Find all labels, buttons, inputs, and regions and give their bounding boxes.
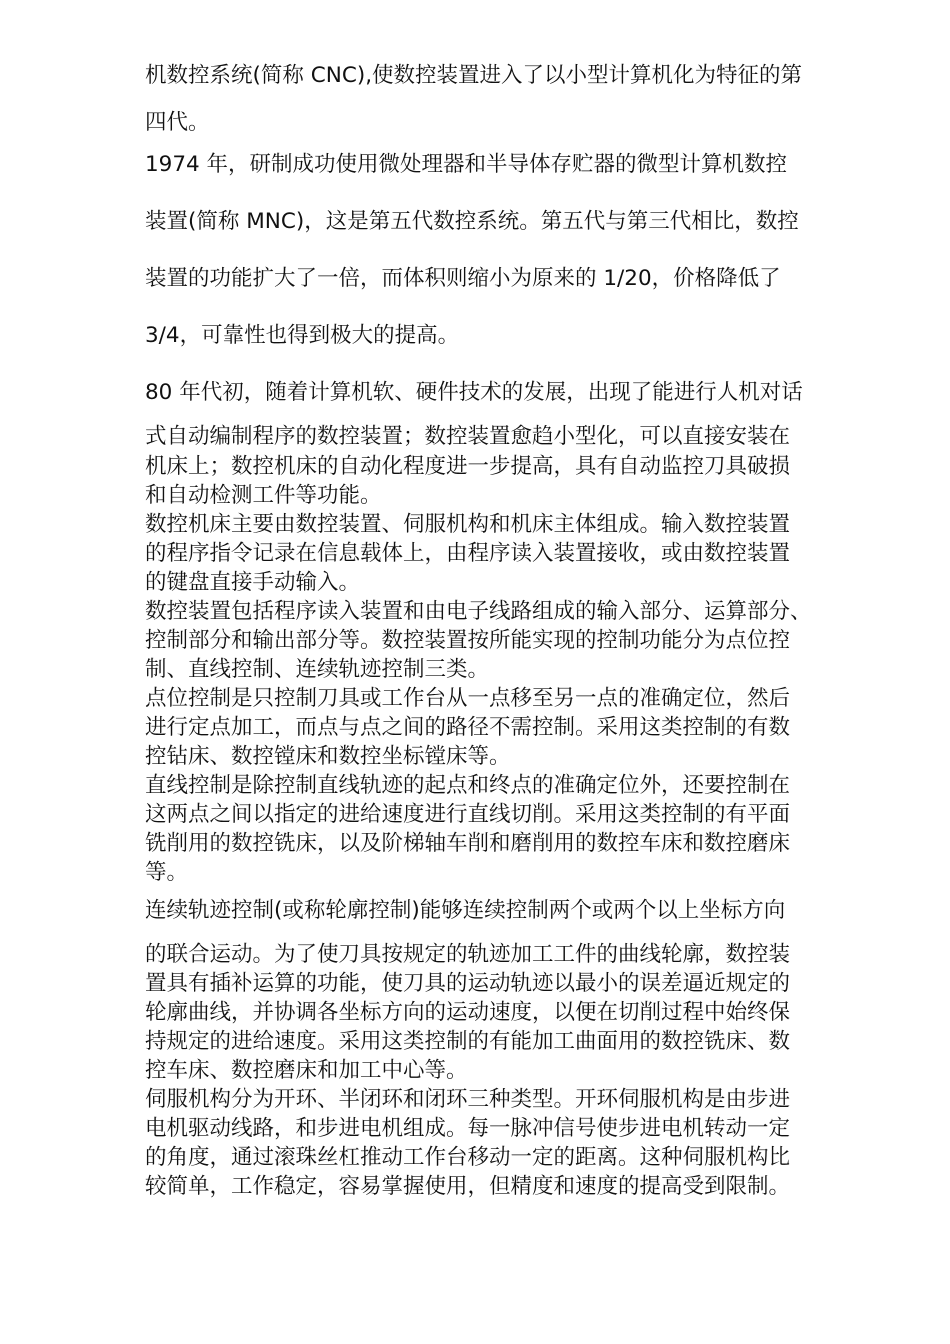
text-line: 的程序指令记录在信息载体上，由程序读入装置接收，或由数控装置: [145, 541, 791, 566]
text-line: 1974 年，研制成功使用微处理器和半导体存贮器的微型计算机数控: [145, 152, 788, 177]
text-line: 较简单，工作稳定，容易掌握使用，但精度和速度的提高受到限制。: [145, 1174, 791, 1199]
text-line: 持规定的进给速度。采用这类控制的有能加工曲面用的数控铣床、数: [145, 1029, 791, 1054]
text-line: 进行定点加工，而点与点之间的路径不需控制。采用这类控制的有数: [145, 715, 791, 740]
text-line: 直线控制是除控制直线轨迹的起点和终点的准确定位外，还要控制在: [145, 773, 791, 798]
text-line: 机数控系统(简称 CNC),使数控装置进入了以小型计算机化为特征的第: [145, 63, 803, 88]
text-line: 点位控制是只控制刀具或工作台从一点移至另一点的准确定位，然后: [145, 686, 791, 711]
text-line: 连续轨迹控制(或称轮廓控制)能够连续控制两个或两个以上坐标方向: [145, 898, 786, 923]
text-line: 数控装置包括程序读入装置和由电子线路组成的输入部分、运算部分、: [145, 599, 812, 624]
text-line: 的键盘直接手动输入。: [145, 570, 361, 595]
text-line: 轮廓曲线，并协调各坐标方向的运动速度，以便在切削过程中始终保: [145, 1000, 791, 1025]
text-line: 四代。: [145, 110, 210, 135]
text-line: 机床上；数控机床的自动化程度进一步提高，具有自动监控刀具破损: [145, 454, 791, 479]
text-line: 电机驱动线路，和步进电机组成。每一脉冲信号使步进电机转动一定: [145, 1116, 791, 1141]
text-line: 的角度，通过滚珠丝杠推动工作台移动一定的距离。这种伺服机构比: [145, 1145, 791, 1170]
text-line: 和自动检测工件等功能。: [145, 483, 382, 508]
text-line: 装置(简称 MNC)，这是第五代数控系统。第五代与第三代相比，数控: [145, 209, 799, 234]
text-line: 式自动编制程序的数控装置；数控装置愈趋小型化，可以直接安装在: [145, 424, 791, 449]
text-line: 控钻床、数控镗床和数控坐标镗床等。: [145, 744, 511, 769]
text-line: 控制部分和输出部分等。数控装置按所能实现的控制功能分为点位控: [145, 628, 791, 653]
text-line: 的联合运动。为了使刀具按规定的轨迹加工工件的曲线轮廓，数控装: [145, 942, 791, 967]
text-line: 制、直线控制、连续轨迹控制三类。: [145, 657, 490, 682]
text-line: 3/4，可靠性也得到极大的提高。: [145, 323, 460, 348]
text-line: 数控机床主要由数控装置、伺服机构和机床主体组成。输入数控装置: [145, 512, 791, 537]
text-line: 装置的功能扩大了一倍，而体积则缩小为原来的 1/20，价格降低了: [145, 266, 781, 291]
text-line: 控车床、数控磨床和加工中心等。: [145, 1058, 468, 1083]
text-line: 这两点之间以指定的进给速度进行直线切削。采用这类控制的有平面: [145, 802, 791, 827]
text-line: 铣削用的数控铣床，以及阶梯轴车削和磨削用的数控车床和数控磨床: [145, 831, 791, 856]
text-line: 置具有插补运算的功能，使刀具的运动轨迹以最小的误差逼近规定的: [145, 971, 791, 996]
text-line: 80 年代初，随着计算机软、硬件技术的发展，出现了能进行人机对话: [145, 380, 803, 405]
text-line: 等。: [145, 860, 189, 885]
text-line: 伺服机构分为开环、半闭环和闭环三种类型。开环伺服机构是由步进: [145, 1087, 791, 1112]
